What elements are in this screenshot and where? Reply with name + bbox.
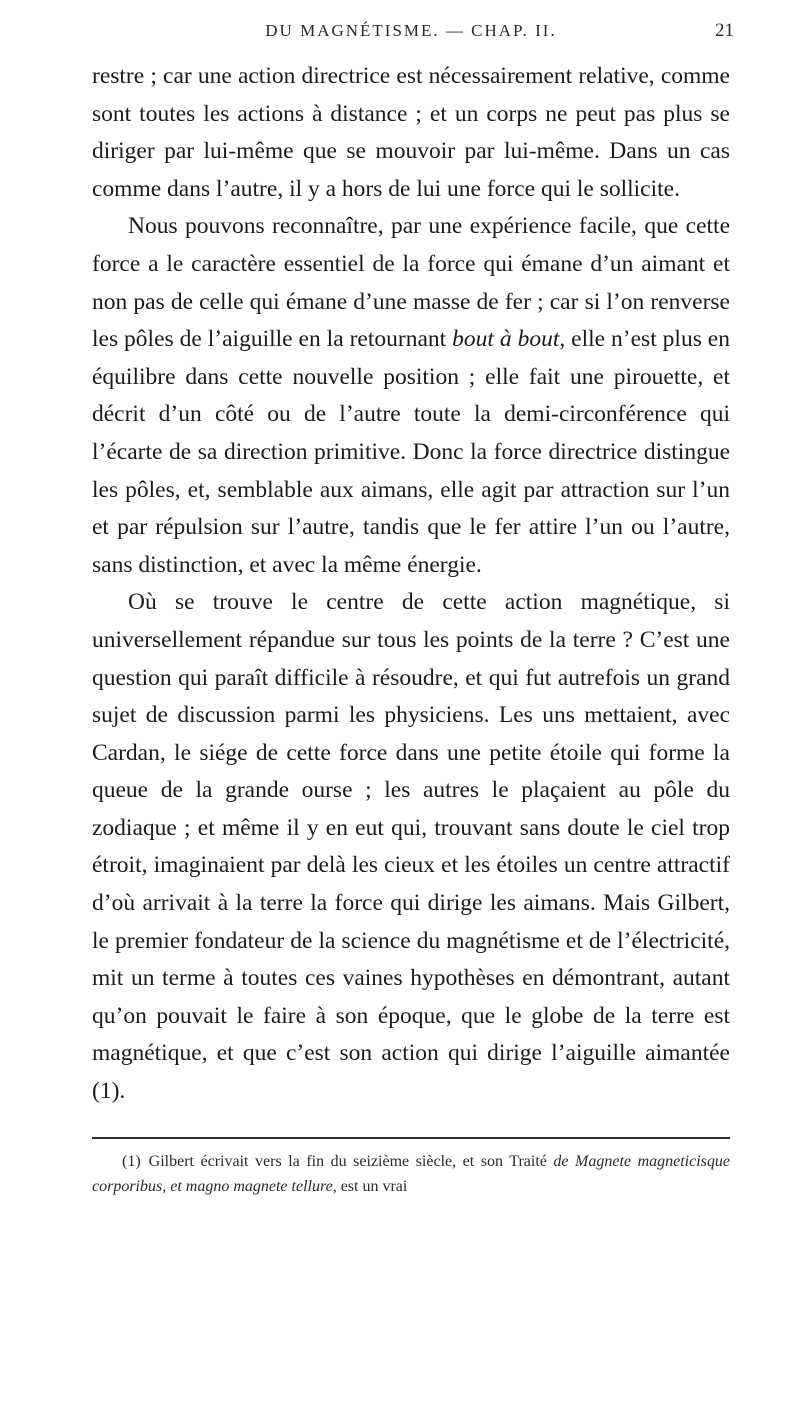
paragraph-2-italic: bout à bout — [452, 326, 560, 353]
paragraph-3: Où se trouve le centre de cette action magnétique, si universellement répandue sur tous les points de la terre ? C’est une question qui paraît difficile à résoudre, et qui fut autrefois un grand sujet de discussion parmi les physiciens. Les uns mettaient, avec Cardan, le siége de cette force dans une petite étoile qui forme la queue de la grande ourse ; les autres le plaçaient au pôle du zodiaque ; et même il y en eut qui, trouvant sans doute le ciel trop étroit, imaginaient par delà les cieux et les étoiles un centre attractif d’où arrivait à la terre la force qui dirige les aimans. Mais Gilbert, le premier fondateur de la science du magnétisme et de l’électricité, mit un terme à toutes ces vaines hypothèses en démontrant, autant qu’on pouvait le faire à son époque, que le globe de la terre est magnétique, et que c’est son action qui dirige l’aiguille aimantée (1). — [92, 589, 730, 1105]
footnote-italic: de Magnete magneticisque corporibus, et magno magnete tellure — [92, 1152, 730, 1195]
running-title: DU MAGNÉTISME. — CHAP. II. — [265, 21, 557, 40]
paragraph-1: restre ; car une action directrice est nécessairement relative, comme sont toutes les actions à distance ; et un corps ne peut pas plus se diriger par lui-même que se mouvoir par lui-même. Dans un cas comme dans l’autre, il y a hors de lui une force qui le sollicite. — [92, 63, 730, 202]
paragraph-2-text-b: , elle n’est plus en équilibre dans cette nouvelle position ; elle fait une pirouette, et décrit d’un côté ou de l’autre toute la demi-circonférence qui l’écarte de sa direction primitive. Donc la force directrice distingue les pôles, et, semblable aux aimans, elle agit par attraction sur l’un et par répulsion sur l’autre, tandis que le fer attire l’un ou l’autre, sans distinction, et avec la même énergie. — [92, 326, 730, 578]
footnote-text-a: Gilbert écrivait vers la fin du seizième siècle, et son Traité — [148, 1152, 554, 1170]
body-text — [92, 58, 730, 1111]
page-number: 21 — [715, 20, 734, 41]
footnote — [92, 1149, 730, 1199]
footnote-text-b: , est un vrai — [332, 1177, 408, 1195]
paragraph-2 — [92, 208, 730, 584]
footnote-marker: (1) — [122, 1152, 141, 1170]
paragraph-2-text-a: Nous pouvons reconnaître, par une expérience facile, que cette force a le caractère essentiel de la force qui émane d’un aimant et non pas de celle qui émane d’une masse de fer ; car si l’on renverse les pôles de l’aiguille en la retournant — [92, 213, 730, 353]
footnote-separator — [92, 1137, 730, 1139]
running-head — [92, 18, 734, 58]
